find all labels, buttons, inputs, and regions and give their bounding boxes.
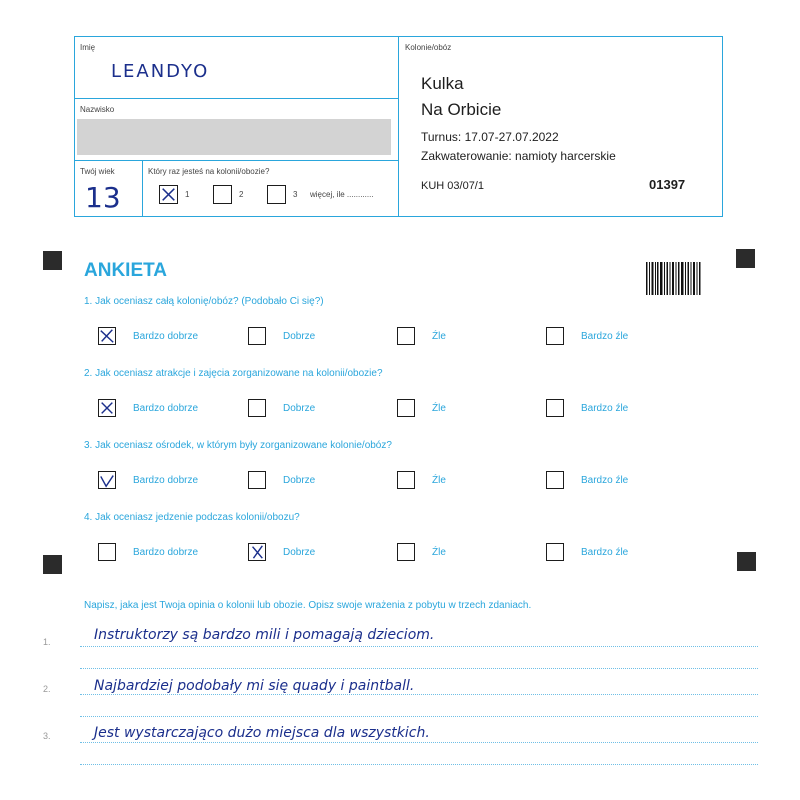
times-option-1[interactable] <box>159 185 189 204</box>
answer-label: Bardzo dobrze <box>133 330 199 342</box>
camp-name: Kulka <box>421 74 464 93</box>
question-4: 4. Jak oceniasz jedzenie podczas kolonii/obozu? <box>84 512 300 523</box>
answer-label: Bardzo źle <box>581 474 629 486</box>
registration-marker <box>736 249 755 268</box>
times-option-label: 3 <box>293 190 298 199</box>
answer-checkbox[interactable] <box>397 543 415 561</box>
times-option-label: 1 <box>185 190 190 199</box>
barcode-icon <box>646 262 702 295</box>
age-label: Twój wiek <box>80 167 115 176</box>
surname-label: Nazwisko <box>80 105 115 114</box>
check-x-icon <box>99 328 115 344</box>
answer-label: Źle <box>432 330 446 342</box>
opinion-line-2[interactable]: Najbardziej podobały mi się quady i paintball. <box>94 678 415 694</box>
answer-checkbox[interactable] <box>98 471 116 489</box>
answer-bad[interactable] <box>397 471 446 489</box>
answer-good[interactable] <box>248 399 315 417</box>
answer-label: Źle <box>432 474 446 486</box>
personal-info-section <box>75 37 399 216</box>
answer-checkbox[interactable] <box>248 543 266 561</box>
times-checkbox-1[interactable] <box>159 185 178 204</box>
check-x-icon <box>249 544 265 560</box>
answer-label: Bardzo dobrze <box>133 402 199 414</box>
age-field[interactable] <box>75 161 143 217</box>
times-checkbox-3[interactable] <box>267 185 286 204</box>
question-1: 1. Jak oceniasz całą kolonię/obóz? (Podobało Ci się?) <box>84 296 324 307</box>
answer-label: Bardzo źle <box>581 330 629 342</box>
camp-info-section <box>400 37 723 216</box>
answer-very-bad[interactable] <box>546 327 628 345</box>
answer-checkbox[interactable] <box>546 543 564 561</box>
surname-field[interactable] <box>75 99 398 161</box>
age-value: 13 <box>85 181 121 214</box>
survey-title: ANKIETA <box>84 260 168 281</box>
check-x-icon <box>160 186 177 203</box>
times-at-camp-field <box>143 161 398 217</box>
question-2: 2. Jak oceniasz atrakcje i zajęcia zorganizowane na kolonii/obozie? <box>84 368 383 379</box>
dotted-line <box>80 694 758 695</box>
name-label: Imię <box>80 43 96 52</box>
answer-checkbox[interactable] <box>397 399 415 417</box>
answer-row-3 <box>0 471 800 493</box>
answer-checkbox[interactable] <box>248 399 266 417</box>
times-option-2[interactable] <box>213 185 243 204</box>
answer-very-bad[interactable] <box>546 399 628 417</box>
line-number: 1. <box>43 637 51 647</box>
answer-good[interactable] <box>248 543 315 561</box>
answer-very-bad[interactable] <box>546 471 628 489</box>
answer-label: Dobrze <box>283 330 316 342</box>
answer-bad[interactable] <box>397 543 446 561</box>
answer-good[interactable] <box>248 471 315 489</box>
times-label: Który raz jesteś na kolonii/obozie? <box>148 167 270 176</box>
opinion-prompt: Napisz, jaka jest Twoja opinia o kolonii lub obozie. Opisz swoje wrażenia z pobytu w trzech zdaniach. <box>84 600 532 611</box>
answer-bad[interactable] <box>397 327 446 345</box>
answer-label: Źle <box>432 402 446 414</box>
answer-very-good[interactable] <box>98 471 198 489</box>
line-number: 3. <box>43 731 51 741</box>
dotted-line <box>80 742 758 743</box>
check-mark-icon <box>99 472 115 488</box>
answer-label: Dobrze <box>283 474 316 486</box>
registration-marker <box>43 251 62 270</box>
camp-subtitle: Na Orbicie <box>421 100 502 119</box>
answer-row-1 <box>0 327 800 349</box>
answer-checkbox[interactable] <box>546 327 564 345</box>
answer-row-4 <box>0 543 800 565</box>
answer-label: Bardzo dobrze <box>133 474 199 486</box>
name-field[interactable] <box>75 37 398 99</box>
accommodation: Zakwaterowanie: namioty harcerskie <box>421 149 616 163</box>
dotted-line <box>80 716 758 717</box>
answer-checkbox[interactable] <box>397 327 415 345</box>
answer-very-good[interactable] <box>98 327 198 345</box>
answer-checkbox[interactable] <box>546 471 564 489</box>
dotted-line <box>80 646 758 647</box>
line-number: 2. <box>43 684 51 694</box>
answer-label: Dobrze <box>283 546 316 558</box>
form-number: 01397 <box>649 177 686 192</box>
name-value: LEANDYO <box>111 61 210 82</box>
redacted-surname <box>77 119 391 155</box>
times-more-label: więcej, ile ............ <box>310 190 374 199</box>
answer-checkbox[interactable] <box>248 327 266 345</box>
camp-label: Kolonie/obóz <box>405 43 452 52</box>
answer-checkbox[interactable] <box>397 471 415 489</box>
answer-label: Bardzo źle <box>581 402 629 414</box>
opinion-line-3[interactable]: Jest wystarczająco dużo miejsca dla wszystkich. <box>94 725 430 741</box>
answer-very-good[interactable] <box>98 543 198 561</box>
answer-label: Źle <box>432 546 446 558</box>
answer-checkbox[interactable] <box>98 327 116 345</box>
check-x-icon <box>99 400 115 416</box>
answer-very-good[interactable] <box>98 399 198 417</box>
answer-label: Bardzo źle <box>581 546 629 558</box>
answer-checkbox[interactable] <box>546 399 564 417</box>
question-3: 3. Jak oceniasz ośrodek, w którym były zorganizowane kolonie/obóz? <box>84 440 392 451</box>
camp-code: KUH 03/07/1 <box>421 180 484 192</box>
turnus-dates: Turnus: 17.07-27.07.2022 <box>421 130 559 144</box>
times-option-label: 2 <box>239 190 244 199</box>
dotted-line <box>80 668 758 669</box>
camper-info-box <box>74 36 723 217</box>
times-option-3[interactable] <box>267 185 297 204</box>
answer-checkbox[interactable] <box>98 543 116 561</box>
answer-checkbox[interactable] <box>248 471 266 489</box>
answer-label: Dobrze <box>283 402 316 414</box>
answer-label: Bardzo dobrze <box>133 546 199 558</box>
answer-checkbox[interactable] <box>98 399 116 417</box>
dotted-line <box>80 764 758 765</box>
answer-row-2 <box>0 399 800 421</box>
times-checkbox-2[interactable] <box>213 185 232 204</box>
answer-good[interactable] <box>248 327 315 345</box>
answer-very-bad[interactable] <box>546 543 628 561</box>
opinion-line-1[interactable]: Instruktorzy są bardzo mili i pomagają dzieciom. <box>94 627 435 643</box>
answer-bad[interactable] <box>397 399 446 417</box>
